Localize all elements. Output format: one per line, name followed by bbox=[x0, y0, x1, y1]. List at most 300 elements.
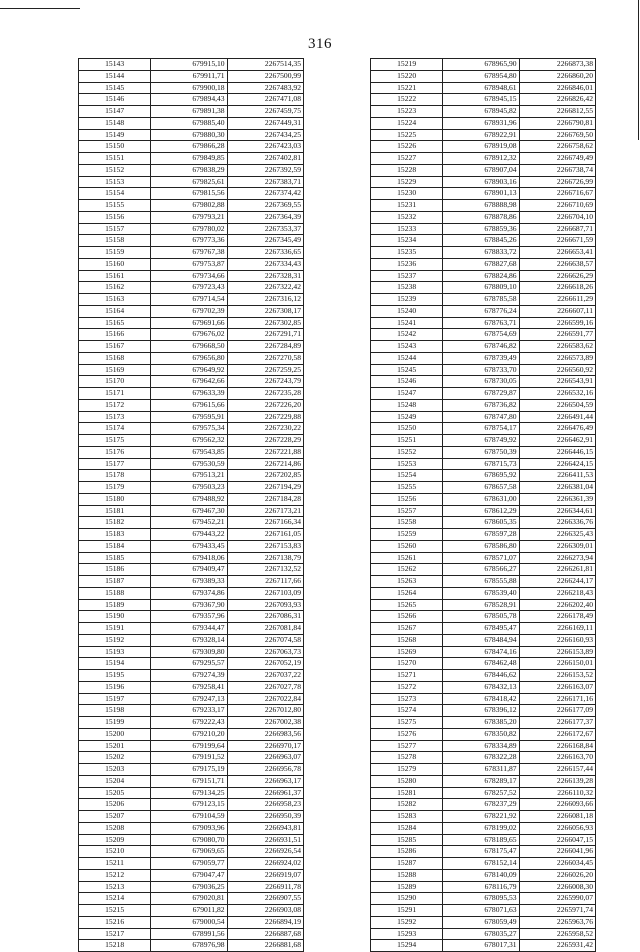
point-number-cell: 15184 bbox=[79, 540, 151, 552]
point-number-cell: 15255 bbox=[371, 482, 443, 494]
table-row bbox=[79, 587, 304, 599]
point-number-cell: 15149 bbox=[79, 129, 151, 141]
table-row bbox=[79, 258, 304, 270]
y-coordinate-cell: 2267012,80 bbox=[227, 705, 303, 717]
x-coordinate-cell: 678859,36 bbox=[443, 223, 519, 235]
table-row bbox=[371, 552, 596, 564]
table-row bbox=[79, 752, 304, 764]
point-number-cell: 15218 bbox=[79, 940, 151, 952]
table-row bbox=[79, 129, 304, 141]
point-number-cell: 15221 bbox=[371, 82, 443, 94]
point-number-cell: 15285 bbox=[371, 834, 443, 846]
y-coordinate-cell: 2267103,09 bbox=[227, 587, 303, 599]
x-coordinate-cell: 678555,88 bbox=[443, 576, 519, 588]
y-coordinate-cell: 2267270,58 bbox=[227, 352, 303, 364]
x-coordinate-cell: 679734,66 bbox=[151, 270, 227, 282]
point-number-cell: 15205 bbox=[79, 787, 151, 799]
point-number-cell: 15170 bbox=[79, 376, 151, 388]
point-number-cell: 15171 bbox=[79, 388, 151, 400]
point-number-cell: 15186 bbox=[79, 564, 151, 576]
table-row bbox=[371, 294, 596, 306]
table-row bbox=[371, 94, 596, 106]
x-coordinate-cell: 679309,80 bbox=[151, 646, 227, 658]
x-coordinate-cell: 679258,41 bbox=[151, 681, 227, 693]
x-coordinate-cell: 678945,15 bbox=[443, 94, 519, 106]
table-row bbox=[371, 282, 596, 294]
table-row bbox=[79, 928, 304, 940]
point-number-cell: 15177 bbox=[79, 458, 151, 470]
y-coordinate-cell: 2267086,31 bbox=[227, 611, 303, 623]
point-number-cell: 15282 bbox=[371, 799, 443, 811]
point-number-cell: 15244 bbox=[371, 352, 443, 364]
table-row bbox=[79, 482, 304, 494]
table-row bbox=[371, 846, 596, 858]
point-number-cell: 15260 bbox=[371, 540, 443, 552]
y-coordinate-cell: 2267392,59 bbox=[227, 164, 303, 176]
y-coordinate-cell: 2267345,49 bbox=[227, 235, 303, 247]
table-row bbox=[371, 940, 596, 952]
y-coordinate-cell: 2267316,12 bbox=[227, 294, 303, 306]
y-coordinate-cell: 2267449,31 bbox=[227, 117, 303, 129]
point-number-cell: 15154 bbox=[79, 188, 151, 200]
point-number-cell: 15269 bbox=[371, 646, 443, 658]
point-number-cell: 15250 bbox=[371, 423, 443, 435]
y-coordinate-cell: 2266261,81 bbox=[519, 564, 595, 576]
table-row bbox=[79, 458, 304, 470]
x-coordinate-cell: 679233,17 bbox=[151, 705, 227, 717]
point-number-cell: 15261 bbox=[371, 552, 443, 564]
x-coordinate-cell: 679793,21 bbox=[151, 211, 227, 223]
table-row bbox=[79, 223, 304, 235]
x-coordinate-cell: 679123,15 bbox=[151, 799, 227, 811]
y-coordinate-cell: 2266153,89 bbox=[519, 646, 595, 658]
table-row bbox=[79, 775, 304, 787]
x-coordinate-cell: 678505,78 bbox=[443, 611, 519, 623]
y-coordinate-cell: 2266446,15 bbox=[519, 446, 595, 458]
x-coordinate-cell: 679452,21 bbox=[151, 517, 227, 529]
x-coordinate-cell: 678736,82 bbox=[443, 399, 519, 411]
x-coordinate-cell: 678189,65 bbox=[443, 834, 519, 846]
y-coordinate-cell: 2267364,39 bbox=[227, 211, 303, 223]
y-coordinate-cell: 2266950,39 bbox=[227, 811, 303, 823]
table-row bbox=[371, 341, 596, 353]
y-coordinate-cell: 2266573,89 bbox=[519, 352, 595, 364]
point-number-cell: 15196 bbox=[79, 681, 151, 693]
y-coordinate-cell: 2266163,70 bbox=[519, 752, 595, 764]
point-number-cell: 15245 bbox=[371, 364, 443, 376]
point-number-cell: 15175 bbox=[79, 435, 151, 447]
point-number-cell: 15278 bbox=[371, 752, 443, 764]
y-coordinate-cell: 2267402,81 bbox=[227, 153, 303, 165]
table-row bbox=[79, 881, 304, 893]
x-coordinate-cell: 679047,47 bbox=[151, 869, 227, 881]
table-row bbox=[79, 106, 304, 118]
x-coordinate-cell: 678729,87 bbox=[443, 388, 519, 400]
y-coordinate-cell: 2266361,39 bbox=[519, 493, 595, 505]
point-number-cell: 15169 bbox=[79, 364, 151, 376]
y-coordinate-cell: 2266462,91 bbox=[519, 435, 595, 447]
y-coordinate-cell: 2266344,61 bbox=[519, 505, 595, 517]
x-coordinate-cell: 678586,80 bbox=[443, 540, 519, 552]
x-coordinate-cell: 678827,68 bbox=[443, 258, 519, 270]
y-coordinate-cell: 2266153,52 bbox=[519, 670, 595, 682]
table-row bbox=[79, 728, 304, 740]
y-coordinate-cell: 2267353,37 bbox=[227, 223, 303, 235]
point-number-cell: 15189 bbox=[79, 599, 151, 611]
point-number-cell: 15252 bbox=[371, 446, 443, 458]
table-row bbox=[79, 634, 304, 646]
point-number-cell: 15143 bbox=[79, 59, 151, 71]
table-row bbox=[371, 258, 596, 270]
x-coordinate-cell: 679562,32 bbox=[151, 435, 227, 447]
table-row bbox=[371, 352, 596, 364]
x-coordinate-cell: 679104,59 bbox=[151, 811, 227, 823]
x-coordinate-cell: 678750,39 bbox=[443, 446, 519, 458]
x-coordinate-cell: 679295,57 bbox=[151, 658, 227, 670]
x-coordinate-cell: 679543,85 bbox=[151, 446, 227, 458]
y-coordinate-cell: 2266611,29 bbox=[519, 294, 595, 306]
x-coordinate-cell: 678199,02 bbox=[443, 822, 519, 834]
point-number-cell: 15193 bbox=[79, 646, 151, 658]
point-number-cell: 15168 bbox=[79, 352, 151, 364]
table-row bbox=[371, 576, 596, 588]
point-number-cell: 15253 bbox=[371, 458, 443, 470]
y-coordinate-cell: 2266218,43 bbox=[519, 587, 595, 599]
point-number-cell: 15287 bbox=[371, 858, 443, 870]
table-row bbox=[79, 576, 304, 588]
y-coordinate-cell: 2267483,92 bbox=[227, 82, 303, 94]
x-coordinate-cell: 679802,88 bbox=[151, 200, 227, 212]
x-coordinate-cell: 679656,80 bbox=[151, 352, 227, 364]
y-coordinate-cell: 2266476,49 bbox=[519, 423, 595, 435]
x-coordinate-cell: 678901,13 bbox=[443, 188, 519, 200]
table-row bbox=[371, 493, 596, 505]
table-row bbox=[79, 552, 304, 564]
y-coordinate-cell: 2266907,55 bbox=[227, 893, 303, 905]
y-coordinate-cell: 2266177,09 bbox=[519, 705, 595, 717]
table-row bbox=[79, 117, 304, 129]
x-coordinate-cell: 678474,16 bbox=[443, 646, 519, 658]
table-row bbox=[79, 764, 304, 776]
table-row bbox=[371, 881, 596, 893]
table-row bbox=[79, 693, 304, 705]
point-number-cell: 15232 bbox=[371, 211, 443, 223]
y-coordinate-cell: 2266026,20 bbox=[519, 869, 595, 881]
point-number-cell: 15166 bbox=[79, 329, 151, 341]
x-coordinate-cell: 678657,58 bbox=[443, 482, 519, 494]
table-row bbox=[79, 893, 304, 905]
table-row bbox=[371, 153, 596, 165]
point-number-cell: 15150 bbox=[79, 141, 151, 153]
x-coordinate-cell: 679011,82 bbox=[151, 905, 227, 917]
y-coordinate-cell: 2266963,17 bbox=[227, 775, 303, 787]
point-number-cell: 15289 bbox=[371, 881, 443, 893]
point-number-cell: 15294 bbox=[371, 940, 443, 952]
point-number-cell: 15286 bbox=[371, 846, 443, 858]
table-row bbox=[371, 858, 596, 870]
y-coordinate-cell: 2267052,19 bbox=[227, 658, 303, 670]
point-number-cell: 15241 bbox=[371, 317, 443, 329]
x-coordinate-cell: 678954,80 bbox=[443, 70, 519, 82]
table-row bbox=[79, 822, 304, 834]
table-row bbox=[79, 59, 304, 71]
table-row bbox=[79, 305, 304, 317]
y-coordinate-cell: 2266168,84 bbox=[519, 740, 595, 752]
point-number-cell: 15239 bbox=[371, 294, 443, 306]
point-number-cell: 15155 bbox=[79, 200, 151, 212]
y-coordinate-cell: 2266687,71 bbox=[519, 223, 595, 235]
x-coordinate-cell: 679900,18 bbox=[151, 82, 227, 94]
table-row bbox=[79, 188, 304, 200]
table-row bbox=[79, 470, 304, 482]
y-coordinate-cell: 2267291,71 bbox=[227, 329, 303, 341]
point-number-cell: 15148 bbox=[79, 117, 151, 129]
point-number-cell: 15254 bbox=[371, 470, 443, 482]
y-coordinate-cell: 2266163,07 bbox=[519, 681, 595, 693]
y-coordinate-cell: 2266726,99 bbox=[519, 176, 595, 188]
table-row bbox=[79, 834, 304, 846]
point-number-cell: 15162 bbox=[79, 282, 151, 294]
x-coordinate-cell: 679915,10 bbox=[151, 59, 227, 71]
x-coordinate-cell: 679911,71 bbox=[151, 70, 227, 82]
x-coordinate-cell: 678833,72 bbox=[443, 247, 519, 259]
table-row bbox=[79, 341, 304, 353]
table-row bbox=[79, 505, 304, 517]
x-coordinate-cell: 679530,59 bbox=[151, 458, 227, 470]
table-row bbox=[371, 764, 596, 776]
point-number-cell: 15146 bbox=[79, 94, 151, 106]
table-row bbox=[79, 94, 304, 106]
point-number-cell: 15152 bbox=[79, 164, 151, 176]
x-coordinate-cell: 678931,96 bbox=[443, 117, 519, 129]
y-coordinate-cell: 2266919,07 bbox=[227, 869, 303, 881]
x-coordinate-cell: 678495,47 bbox=[443, 623, 519, 635]
y-coordinate-cell: 2266591,77 bbox=[519, 329, 595, 341]
x-coordinate-cell: 678059,49 bbox=[443, 916, 519, 928]
y-coordinate-cell: 2266924,02 bbox=[227, 858, 303, 870]
y-coordinate-cell: 2267302,85 bbox=[227, 317, 303, 329]
x-coordinate-cell: 678140,09 bbox=[443, 869, 519, 881]
point-number-cell: 15164 bbox=[79, 305, 151, 317]
point-number-cell: 15144 bbox=[79, 70, 151, 82]
y-coordinate-cell: 2266970,17 bbox=[227, 740, 303, 752]
x-coordinate-cell: 679838,29 bbox=[151, 164, 227, 176]
y-coordinate-cell: 2266244,17 bbox=[519, 576, 595, 588]
point-number-cell: 15159 bbox=[79, 247, 151, 259]
y-coordinate-cell: 2267132,52 bbox=[227, 564, 303, 576]
table-row bbox=[371, 458, 596, 470]
point-number-cell: 15204 bbox=[79, 775, 151, 787]
point-number-cell: 15264 bbox=[371, 587, 443, 599]
x-coordinate-cell: 678845,26 bbox=[443, 235, 519, 247]
x-coordinate-cell: 679702,39 bbox=[151, 305, 227, 317]
table-row bbox=[79, 869, 304, 881]
table-row bbox=[371, 364, 596, 376]
y-coordinate-cell: 2266758,62 bbox=[519, 141, 595, 153]
table-row bbox=[371, 82, 596, 94]
table-row bbox=[371, 916, 596, 928]
x-coordinate-cell: 678991,56 bbox=[151, 928, 227, 940]
x-coordinate-cell: 679615,66 bbox=[151, 399, 227, 411]
table-row bbox=[371, 717, 596, 729]
x-coordinate-cell: 679891,38 bbox=[151, 106, 227, 118]
point-number-cell: 15167 bbox=[79, 341, 151, 353]
table-row bbox=[371, 270, 596, 282]
table-row bbox=[371, 799, 596, 811]
table-row bbox=[79, 200, 304, 212]
point-number-cell: 15246 bbox=[371, 376, 443, 388]
x-coordinate-cell: 678311,87 bbox=[443, 764, 519, 776]
y-coordinate-cell: 2266139,28 bbox=[519, 775, 595, 787]
x-coordinate-cell: 678017,31 bbox=[443, 940, 519, 952]
table-row bbox=[371, 670, 596, 682]
table-row bbox=[79, 435, 304, 447]
table-row bbox=[371, 564, 596, 576]
table-row bbox=[79, 611, 304, 623]
x-coordinate-cell: 679344,47 bbox=[151, 623, 227, 635]
x-coordinate-cell: 678566,27 bbox=[443, 564, 519, 576]
y-coordinate-cell: 2267243,79 bbox=[227, 376, 303, 388]
table-row bbox=[371, 658, 596, 670]
table-row bbox=[371, 388, 596, 400]
point-number-cell: 15231 bbox=[371, 200, 443, 212]
table-row bbox=[79, 916, 304, 928]
table-row bbox=[371, 317, 596, 329]
x-coordinate-cell: 678289,17 bbox=[443, 775, 519, 787]
y-coordinate-cell: 2265971,74 bbox=[519, 905, 595, 917]
y-coordinate-cell: 2266381,04 bbox=[519, 482, 595, 494]
x-coordinate-cell: 678754,17 bbox=[443, 423, 519, 435]
table-row bbox=[79, 352, 304, 364]
table-row bbox=[79, 493, 304, 505]
table-row bbox=[79, 211, 304, 223]
x-coordinate-cell: 678809,10 bbox=[443, 282, 519, 294]
x-coordinate-cell: 678528,91 bbox=[443, 599, 519, 611]
y-coordinate-cell: 2266336,76 bbox=[519, 517, 595, 529]
table-row bbox=[79, 364, 304, 376]
point-number-cell: 15191 bbox=[79, 623, 151, 635]
point-number-cell: 15276 bbox=[371, 728, 443, 740]
x-coordinate-cell: 678824,86 bbox=[443, 270, 519, 282]
x-coordinate-cell: 679222,43 bbox=[151, 717, 227, 729]
table-row bbox=[371, 470, 596, 482]
x-coordinate-cell: 678221,92 bbox=[443, 811, 519, 823]
table-row bbox=[371, 599, 596, 611]
y-coordinate-cell: 2265931,42 bbox=[519, 940, 595, 952]
table-row bbox=[371, 752, 596, 764]
point-number-cell: 15206 bbox=[79, 799, 151, 811]
table-row bbox=[79, 282, 304, 294]
point-number-cell: 15153 bbox=[79, 176, 151, 188]
table-row bbox=[79, 376, 304, 388]
point-number-cell: 15275 bbox=[371, 717, 443, 729]
x-coordinate-cell: 679357,96 bbox=[151, 611, 227, 623]
y-coordinate-cell: 2266160,93 bbox=[519, 634, 595, 646]
y-coordinate-cell: 2266873,38 bbox=[519, 59, 595, 71]
table-row bbox=[79, 164, 304, 176]
point-number-cell: 15283 bbox=[371, 811, 443, 823]
y-coordinate-cell: 2267161,05 bbox=[227, 529, 303, 541]
point-number-cell: 15199 bbox=[79, 717, 151, 729]
y-coordinate-cell: 2266931,51 bbox=[227, 834, 303, 846]
point-number-cell: 15284 bbox=[371, 822, 443, 834]
table-row bbox=[79, 388, 304, 400]
point-number-cell: 15211 bbox=[79, 858, 151, 870]
y-coordinate-cell: 2267334,43 bbox=[227, 258, 303, 270]
table-row bbox=[79, 82, 304, 94]
table-row bbox=[371, 634, 596, 646]
coordinates-table-right bbox=[370, 58, 596, 952]
table-row bbox=[79, 705, 304, 717]
table-row bbox=[371, 446, 596, 458]
point-number-cell: 15156 bbox=[79, 211, 151, 223]
x-coordinate-cell: 678747,80 bbox=[443, 411, 519, 423]
x-coordinate-cell: 679274,39 bbox=[151, 670, 227, 682]
x-coordinate-cell: 678350,82 bbox=[443, 728, 519, 740]
point-number-cell: 15157 bbox=[79, 223, 151, 235]
point-number-cell: 15183 bbox=[79, 529, 151, 541]
point-number-cell: 15266 bbox=[371, 611, 443, 623]
table-row bbox=[371, 70, 596, 82]
x-coordinate-cell: 679328,14 bbox=[151, 634, 227, 646]
table-row bbox=[371, 728, 596, 740]
point-number-cell: 15263 bbox=[371, 576, 443, 588]
point-number-cell: 15259 bbox=[371, 529, 443, 541]
table-row bbox=[371, 164, 596, 176]
table-row bbox=[79, 141, 304, 153]
point-number-cell: 15262 bbox=[371, 564, 443, 576]
x-coordinate-cell: 679059,77 bbox=[151, 858, 227, 870]
point-number-cell: 15271 bbox=[371, 670, 443, 682]
x-coordinate-cell: 678739,49 bbox=[443, 352, 519, 364]
table-row bbox=[371, 646, 596, 658]
table-row bbox=[79, 681, 304, 693]
table-row bbox=[371, 681, 596, 693]
x-coordinate-cell: 678907,04 bbox=[443, 164, 519, 176]
x-coordinate-cell: 678095,53 bbox=[443, 893, 519, 905]
x-coordinate-cell: 678597,28 bbox=[443, 529, 519, 541]
x-coordinate-cell: 678462,48 bbox=[443, 658, 519, 670]
page-number: 316 bbox=[308, 36, 332, 52]
y-coordinate-cell: 2267027,78 bbox=[227, 681, 303, 693]
x-coordinate-cell: 679849,85 bbox=[151, 153, 227, 165]
point-number-cell: 15208 bbox=[79, 822, 151, 834]
x-coordinate-cell: 678715,73 bbox=[443, 458, 519, 470]
table-row bbox=[371, 188, 596, 200]
point-number-cell: 15213 bbox=[79, 881, 151, 893]
y-coordinate-cell: 2266961,37 bbox=[227, 787, 303, 799]
x-coordinate-cell: 679374,86 bbox=[151, 587, 227, 599]
table-row bbox=[79, 811, 304, 823]
y-coordinate-cell: 2266626,29 bbox=[519, 270, 595, 282]
table-row bbox=[79, 646, 304, 658]
x-coordinate-cell: 679389,33 bbox=[151, 576, 227, 588]
table-row bbox=[79, 905, 304, 917]
point-number-cell: 15227 bbox=[371, 153, 443, 165]
table-row bbox=[371, 223, 596, 235]
table-row bbox=[371, 693, 596, 705]
point-number-cell: 15281 bbox=[371, 787, 443, 799]
point-number-cell: 15230 bbox=[371, 188, 443, 200]
x-coordinate-cell: 679443,22 bbox=[151, 529, 227, 541]
y-coordinate-cell: 2266881,68 bbox=[227, 940, 303, 952]
y-coordinate-cell: 2266202,40 bbox=[519, 599, 595, 611]
point-number-cell: 15185 bbox=[79, 552, 151, 564]
y-coordinate-cell: 2266171,16 bbox=[519, 693, 595, 705]
point-number-cell: 15251 bbox=[371, 435, 443, 447]
y-coordinate-cell: 2266150,01 bbox=[519, 658, 595, 670]
table-row bbox=[79, 270, 304, 282]
